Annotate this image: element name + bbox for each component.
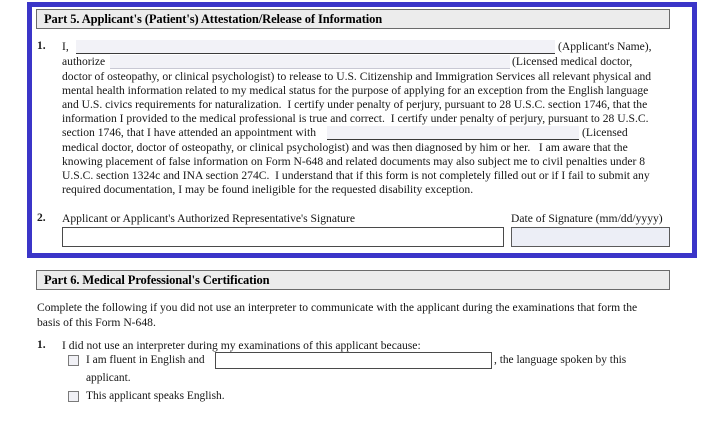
authorize-label: authorize — [62, 55, 106, 68]
part-6-intro-line-1: Complete the following if you did not use an interpreter to communicate with the applicant during the examinations that form the — [37, 301, 638, 314]
part-5-body-line-2: mental health information related to my medical status for the purpose of applying for an exception from the English language — [62, 84, 649, 97]
checkbox-fluent-in-english[interactable] — [68, 355, 79, 366]
part-5-item-2-number: 2. — [37, 212, 46, 224]
part-6-intro-line-2: basis of this Form N-648. — [37, 316, 156, 329]
part-5-item-1-lead: I, — [62, 40, 69, 53]
medical-professional-name-field[interactable] — [110, 55, 510, 69]
part-5-header — [36, 9, 670, 29]
date-of-signature-input[interactable] — [511, 227, 670, 247]
part-5-body-line-4: information I provided to the medical professional is true and correct. I certify under penalty of perjury, pursuant to 28 U.S.C. — [62, 112, 649, 125]
option-fluent-in-english-second-line: applicant. — [86, 372, 131, 384]
part-5-header-label: Part 5. Applicant's (Patient's) Attestation/Release of Information — [44, 12, 383, 26]
applicant-name-field[interactable] — [76, 40, 555, 54]
part-5-closing-line-3: U.S.C. section 1324c and INA section 274C. I understand that if this form is not completely filled out or if I fail to submit any — [62, 169, 650, 182]
option-fluent-in-english-text-after: , the language spoken by this — [494, 354, 627, 366]
part-5-body-line-1: doctor of osteopathy, or clinical psychologist) to release to U.S. Citizenship and Immigration Services all relevant physical and — [62, 70, 652, 83]
language-input[interactable] — [215, 352, 492, 369]
part-6-item-1-prompt: I did not use an interpreter during my examinations of this applicant because: — [62, 339, 421, 352]
part-5-closing-line-2: knowing placement of false information on Form N-648 and related documents may also subject me to civil penalties under 8 — [62, 155, 646, 168]
appointment-suffix-text: (Licensed — [582, 126, 628, 139]
part-5-item-1-number: 1. — [37, 40, 46, 52]
date-of-signature-label: Date of Signature (mm/dd/yyyy) — [511, 212, 663, 225]
part-5-closing-line-4: required documentation, I may be found ineligible for the requested disability exception. — [62, 183, 474, 196]
part-5-closing-line-1: medical doctor, doctor of osteopathy, or clinical psychologist) and was then diagnosed by him or her. I am aware that the — [62, 141, 628, 154]
option-fluent-in-english-text-before: I am fluent in English and — [86, 354, 205, 366]
signature-input[interactable] — [62, 227, 504, 247]
applicant-name-caption: (Applicant's Name), — [558, 40, 652, 53]
part-6-header-label: Part 6. Medical Professional's Certification — [44, 273, 270, 287]
part-6-header — [36, 270, 670, 290]
part-5-body-line-3: and U.S. civics requirements for naturalization. I certify under penalty of perjury, pursuant to 28 U.S.C. section 1746, that the — [62, 98, 648, 111]
signature-label: Applicant or Applicant's Authorized Representative's Signature — [62, 212, 355, 225]
licensed-caption: (Licensed medical doctor, — [512, 55, 633, 68]
appointment-professional-field[interactable] — [327, 126, 579, 140]
checkbox-applicant-speaks-english[interactable] — [68, 391, 79, 402]
option-applicant-speaks-english-label: This applicant speaks English. — [86, 390, 225, 402]
appointment-prefix-text: section 1746, that I have attended an appointment with — [62, 126, 317, 139]
part-6-item-1-number: 1. — [37, 339, 46, 351]
